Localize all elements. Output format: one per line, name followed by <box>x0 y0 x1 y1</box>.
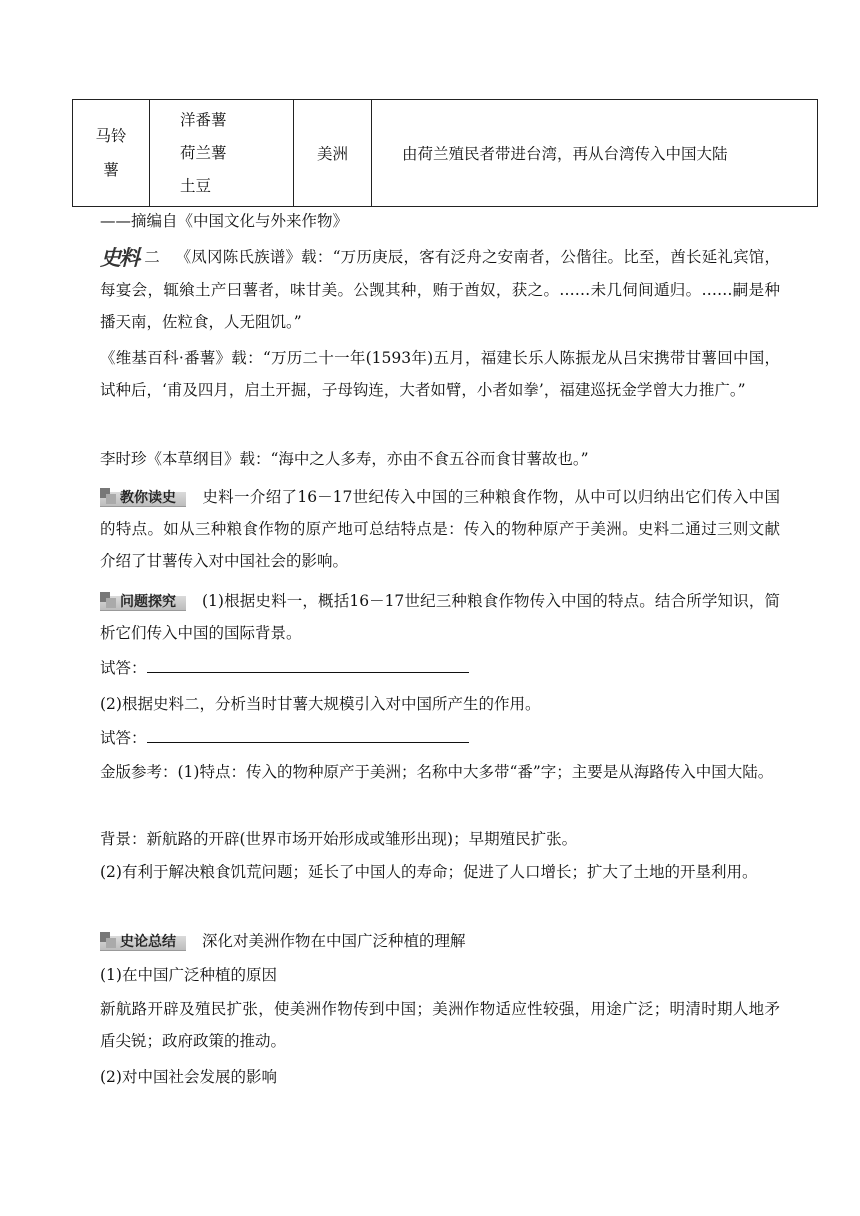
material2-label-suffix: 二 <box>144 248 160 266</box>
inquiry-q1 <box>100 585 780 649</box>
read-guide-badge: 教你读史 <box>100 488 188 508</box>
table-row <box>73 100 818 207</box>
summary-badge: 史论总结 <box>100 932 188 952</box>
reference-p2: 背景：新航路的开辟(世界市场开始形成或雏形出现)；早期殖民扩张。 <box>100 830 578 848</box>
answer-blank-1[interactable] <box>147 656 469 673</box>
reference-p3: (2)有利于解决粮食饥荒问题；延长了中国人的寿命；促进了人口增长；扩大了土地的开垦利用。 <box>100 863 758 881</box>
answer-label: 试答： <box>100 729 147 747</box>
read-guide-section <box>100 481 780 577</box>
summary-header <box>100 925 780 957</box>
crop-name-line-1: 马铃 <box>95 127 127 145</box>
alias-item: 洋番薯 <box>180 110 227 129</box>
summary-title: 深化对美洲作物在中国广泛种植的理解 <box>202 932 466 950</box>
crop-route-cell: 由荷兰殖民者带进台湾，再从台湾传入中国大陆 <box>372 100 818 207</box>
alias-item: 荷兰薯 <box>180 143 227 162</box>
inquiry-q2: (2)根据史料二，分析当时甘薯大规模引入对中国所产生的作用。 <box>100 695 541 713</box>
answer-blank-2[interactable] <box>147 726 469 743</box>
summary-p1: 新航路开辟及殖民扩张，使美洲作物传到中国；美洲作物适应性较强，用途广泛；明清时期人地矛盾尖锐；政府政策的推动。 <box>100 1000 780 1050</box>
read-guide-text: 史料一介绍了16－17世纪传入中国的三种粮食作物，从中可以归纳出它们传入中国的特点。如从三种粮食作物的原产地可总结特点是：传入的物种原产于美洲。史料二通过三则文献介绍了甘薯传入对中国社会的影响。 <box>100 488 780 570</box>
inquiry-badge: 问题探究 <box>100 592 188 612</box>
crop-origin-cell: 美洲 <box>294 100 372 207</box>
crop-name-cell <box>73 100 150 207</box>
material2-text-1: 《凤冈陈氏族谱》载：“万历庚辰，客有泛舟之安南者，公偕往。比至，酋长延礼宾馆，每宴会，辄飨土产曰薯者，味甘美。公觊其种，贿于酋奴，获之。……未几伺间遁归。……嗣是种播天南，佐粒食，人无阻饥。” <box>100 248 780 331</box>
source-note: ——摘编自《中国文化与外来作物》 <box>100 212 349 230</box>
material2-p3: 李时珍《本草纲目》载：“海中之人多寿，亦由不食五谷而食甘薯故也。” <box>100 450 589 468</box>
material2-p1 <box>100 241 780 338</box>
crop-table <box>72 99 818 207</box>
answer-label: 试答： <box>100 659 147 677</box>
reference-p1: 金版参考：(1)特点：传入的物种原产于美洲；名称中大多带“番”字；主要是从海路传入中国大陆。 <box>100 763 774 781</box>
crop-aliases-cell <box>150 100 294 207</box>
inquiry-q1-text: (1)根据史料一，概括16－17世纪三种粮食作物传入中国的特点。结合所学知识，简析它们传入中国的国际背景。 <box>100 592 780 642</box>
shiliao-icon: 史料 <box>100 246 138 270</box>
crop-name-line-2: 薯 <box>103 161 119 179</box>
summary-h1: (1)在中国广泛种植的原因 <box>100 966 277 984</box>
alias-item: 土豆 <box>180 176 212 195</box>
answer-line-1 <box>100 652 780 684</box>
summary-h2: (2)对中国社会发展的影响 <box>100 1068 277 1086</box>
answer-line-2 <box>100 722 780 754</box>
material2-p2: 《维基百科·番薯》载：“万历二十一年(1593年)五月，福建长乐人陈振龙从吕宋携带甘薯回中国，试种后，‘甫及四月，启土开掘，子母钩连，大者如臂，小者如拳’，福建巡抚金学曾大力推广。” <box>100 349 780 399</box>
